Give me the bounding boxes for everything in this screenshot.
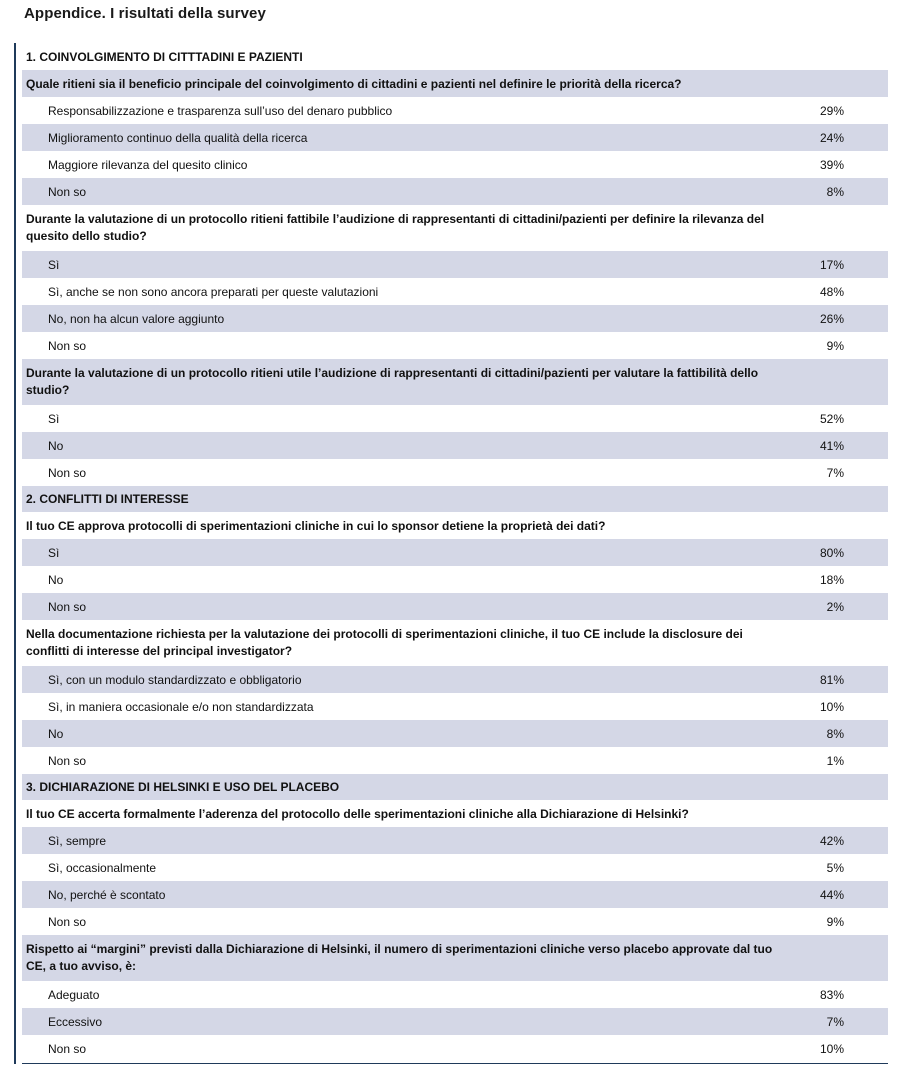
answer-percent: 48% (819, 284, 844, 299)
answer-percent: 7% (826, 465, 844, 480)
answer-row (22, 251, 888, 278)
answer-percent: 39% (819, 157, 844, 172)
answer-percent: 7% (826, 1014, 844, 1029)
answer-row (22, 1008, 888, 1035)
answer-label: Responsabilizzazione e trasparenza sull’uso del denaro pubblico (48, 103, 393, 118)
answer-percent: 10% (819, 1041, 844, 1056)
answer-label: No (48, 572, 64, 587)
answer-percent: 80% (819, 545, 844, 560)
question (22, 512, 888, 539)
answer-label: Non so (48, 1041, 87, 1056)
section-heading: 3. DICHIARAZIONE DI HELSINKI E USO DEL PLACEBO (22, 774, 888, 800)
question (22, 359, 888, 405)
answer-row (22, 97, 888, 124)
answer-percent: 18% (819, 572, 844, 587)
answer-label: Miglioramento continuo della qualità della ricerca (48, 130, 308, 145)
answer-percent: 24% (819, 130, 844, 145)
answer-percent: 44% (819, 887, 844, 902)
answer-percent: 81% (819, 672, 844, 687)
answer-percent: 1% (826, 753, 844, 768)
answer-row (22, 278, 888, 305)
answer-percent: 42% (819, 833, 844, 848)
survey-table (22, 44, 888, 1062)
answer-percent: 17% (819, 257, 844, 272)
answer-row (22, 539, 888, 566)
answer-label: Non so (48, 914, 87, 929)
answer-label: Sì (48, 545, 60, 560)
question (22, 620, 888, 666)
answer-percent: 41% (819, 438, 844, 453)
answer-row (22, 981, 888, 1008)
answer-label: Eccessivo (48, 1014, 103, 1029)
answer-row (22, 566, 888, 593)
answer-row (22, 305, 888, 332)
answer-label: Sì (48, 257, 60, 272)
bottom-rule (22, 1063, 888, 1064)
answer-row (22, 332, 888, 359)
answer-percent: 10% (819, 699, 844, 714)
answer-percent: 2% (826, 599, 844, 614)
answer-label: Maggiore rilevanza del quesito clinico (48, 157, 248, 172)
answer-percent: 52% (819, 411, 844, 426)
question (22, 70, 888, 97)
answer-label: Sì, con un modulo standardizzato e obbligatorio (48, 672, 302, 687)
answer-row (22, 827, 888, 854)
answer-label: Non so (48, 599, 87, 614)
answer-label: Sì, anche se non sono ancora preparati per queste valutazioni (48, 284, 379, 299)
answer-row (22, 720, 888, 747)
answer-label: Sì, occasionalmente (48, 860, 157, 875)
answer-label: Sì, in maniera occasionale e/o non standardizzata (48, 699, 314, 714)
question (22, 800, 888, 827)
answer-row (22, 405, 888, 432)
answer-row (22, 908, 888, 935)
answer-label: Non so (48, 465, 87, 480)
answer-row (22, 666, 888, 693)
answer-row (22, 459, 888, 486)
question-text: Il tuo CE approva protocolli di sperimentazioni cliniche in cui lo sponsor detiene la proprietà dei dati? (26, 518, 606, 533)
answer-label: No (48, 726, 64, 741)
answer-row (22, 693, 888, 720)
answer-percent: 83% (819, 987, 844, 1002)
answer-percent: 26% (819, 311, 844, 326)
answer-label: No, perché è scontato (48, 887, 166, 902)
answer-row (22, 747, 888, 774)
answer-label: Sì, sempre (48, 833, 107, 848)
question-text: Nella documentazione richiesta per la valutazione dei protocolli di sperimentazioni cliniche, il tuo CE include la disclosure dei conflitti di interesse del principal investigator? (26, 627, 743, 658)
section-heading: 2. CONFLITTI DI INTERESSE (22, 486, 888, 512)
answer-percent: 9% (826, 914, 844, 929)
answer-label: Non so (48, 753, 87, 768)
answer-label: No (48, 438, 64, 453)
answer-row (22, 593, 888, 620)
question (22, 205, 888, 251)
answer-row (22, 151, 888, 178)
answer-row (22, 432, 888, 459)
answer-label: Adeguato (48, 987, 100, 1002)
left-rule (14, 43, 16, 1064)
question-text: Durante la valutazione di un protocollo ritieni fattibile l’audizione di rappresentanti di cittadini/pazienti per definire la rilevanza del quesito dello studio? (26, 212, 765, 243)
answer-row (22, 881, 888, 908)
question-text: Quale ritieni sia il beneficio principale del coinvolgimento di cittadini e pazienti nel definire le priorità della ricerca? (26, 76, 682, 91)
answer-label: Non so (48, 184, 87, 199)
answer-row (22, 178, 888, 205)
answer-label: No, non ha alcun valore aggiunto (48, 311, 225, 326)
answer-percent: 9% (826, 338, 844, 353)
question (22, 935, 888, 981)
answer-percent: 8% (826, 184, 844, 199)
answer-row (22, 1035, 888, 1062)
question-text: Rispetto ai “margini” previsti dalla Dichiarazione di Helsinki, il numero di sperimentazioni cliniche verso placebo approvate dal tuo CE, a tuo avviso, è: (26, 942, 773, 973)
answer-label: Non so (48, 338, 87, 353)
question-text: Durante la valutazione di un protocollo ritieni utile l’audizione di rappresentanti di cittadini/pazienti per valutare la fattibilità dello studio? (26, 366, 759, 397)
answer-percent: 8% (826, 726, 844, 741)
page-title: Appendice. I risultati della survey (24, 5, 266, 22)
section-heading: 1. COINVOLGIMENTO DI CITTTADINI E PAZIENTI (26, 50, 303, 64)
answer-percent: 5% (826, 860, 844, 875)
answer-percent: 29% (819, 103, 844, 118)
question-text: Il tuo CE accerta formalmente l’aderenza del protocollo delle sperimentazioni cliniche alla Dichiarazione di Helsinki? (26, 806, 689, 821)
answer-row (22, 854, 888, 881)
answer-row (22, 124, 888, 151)
answer-label: Sì (48, 411, 60, 426)
